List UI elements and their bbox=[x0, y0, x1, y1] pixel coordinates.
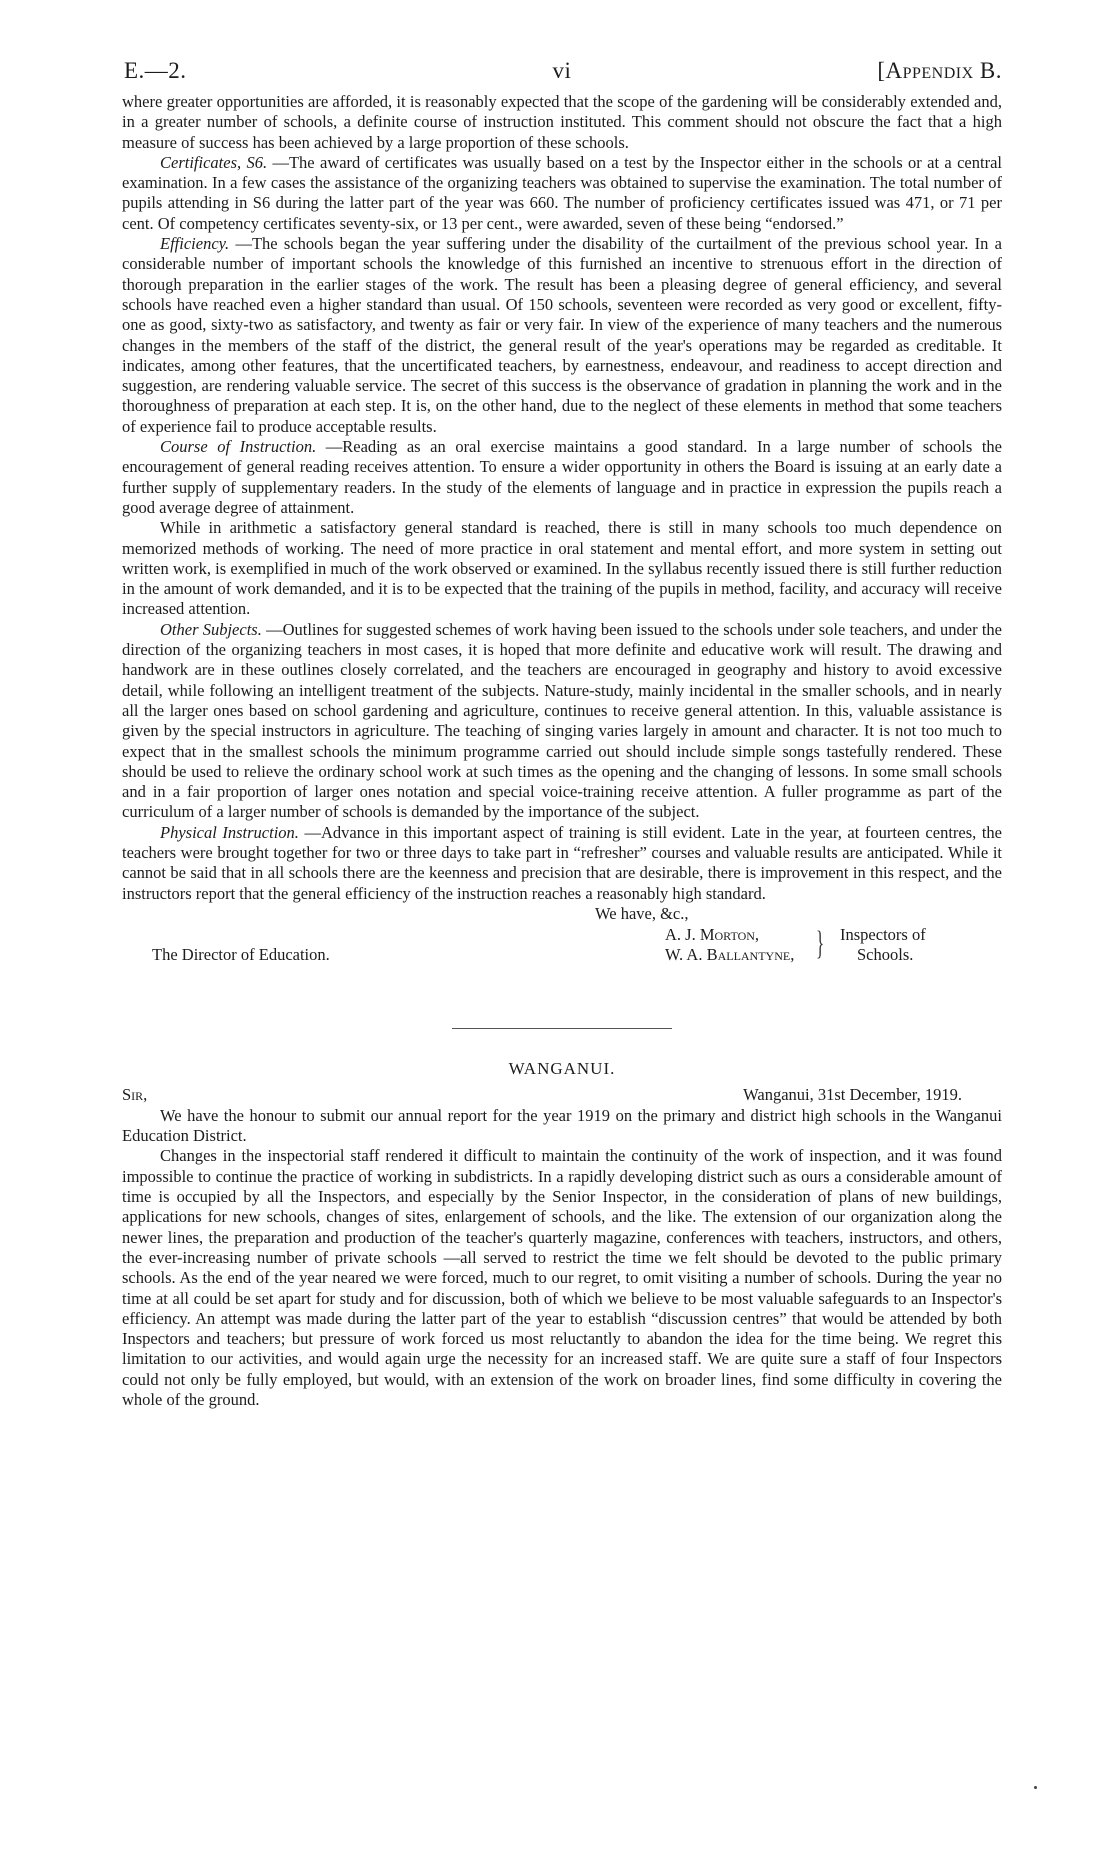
physical-paragraph bbox=[122, 823, 1002, 904]
document-page bbox=[122, 52, 1002, 1410]
other-subjects-heading: Other Subjects. bbox=[160, 619, 262, 639]
signatory-ballantyne: W. A. Ballantyne, bbox=[665, 944, 795, 964]
course-text: —Reading as an oral exercise maintains a good standard. In a large number of schools the encouragement of general reading receives attention. To ensure a wider opportunity in others the Board is issuing at an early date a further supply of supplementary readers. In the study of the elements of language and in practice in expression the pupils reach a good average degree of attainment. bbox=[122, 437, 1002, 517]
certificates-text: —The award of certificates was usually based on a test by the Inspector either in the schools or at a central examination. In a few cases the assistance of the organizing teachers was obtained to supervise the examination. The total number of pupils attending in S6 during the latter part of the year was 660. The number of proficiency certificates issued was 471, or 71 per cent. Of competency certificates seventy-six, or 13 per cent., were awarded, seven of these being “endorsed.” bbox=[122, 152, 1002, 233]
inspectors-title-line1: Inspectors of bbox=[840, 924, 926, 944]
certificates-paragraph bbox=[122, 153, 1002, 234]
wanganui-title: WANGANUI. bbox=[508, 1058, 616, 1078]
inspectors-title-line2: Schools. bbox=[857, 944, 914, 964]
other-subjects-paragraph bbox=[122, 620, 1002, 823]
report-date: Wanganui, 31st December, 1919. bbox=[743, 1084, 962, 1104]
physical-text: —Advance in this important aspect of training is still evident. Late in the year, at fourteen centres, the teachers were brought together for two or three days to take part in “refresher” courses and valuable results are anticipated. While it cannot be said that in all schools there are the keenness and precision that are desirable, there is improvement in this respect, and the instructors report that the general efficiency of the instruction reaches a reasonably high standard. bbox=[122, 822, 1003, 903]
signature-block bbox=[122, 904, 1002, 984]
wanganui-paragraph-1: We have the honour to submit our annual report for the year 1919 on the primary and district high schools in the Wanganui Education District. bbox=[122, 1105, 1002, 1146]
page-number: vi bbox=[552, 58, 572, 83]
intro-paragraph: where greater opportunities are afforded, it is reasonably expected that the scope of the gardening will be considerably extended and, in a greater number of schools, a definite course of instruction instituted. This comment should not obscure the fact that a high measure of success has been achieved by a large proportion of these schools. bbox=[122, 92, 1002, 152]
efficiency-text: —The schools began the year suffering under the disability of the curtailment of the previous school year. In a considerable number of important schools the knowledge of this furnished an incentive to strenuous effort in the direction of thorough preparation in the earlier stages of the work. The result has been a pleasing degree of general efficiency, and several schools have reached even a higher standard than usual. Of 150 schools, seventeen were recorded as very good or excellent, fifty-one as good, sixty-two as satisfactory, and twenty as fair or very fair. In view of the experience of many teachers and the numerous changes in the members of the staff of the district, the general result of the year's operations may be regarded as creditable. It indicates, among other features, that the uncertificated teachers, by earnestness, endeavour, and readiness to accept direction and suggestion, are rendering valuable service. The secret of this success is the observance of gradation in planning the work and in the thoroughness of preparation at each step. It is, on the other hand, due to the neglect of these elements in method that some teachers of experience fail to produce acceptable results. bbox=[122, 234, 1002, 436]
brace-glyph: } bbox=[816, 924, 825, 962]
efficiency-paragraph bbox=[122, 234, 1002, 437]
section-divider bbox=[452, 1028, 672, 1029]
physical-heading: Physical Instruction. bbox=[160, 822, 299, 842]
efficiency-heading: Efficiency. bbox=[160, 234, 230, 254]
course-paragraph bbox=[122, 437, 1002, 518]
page-mark bbox=[1034, 1786, 1037, 1789]
certificates-heading: Certificates, S6. bbox=[160, 152, 268, 172]
wanganui-paragraph-2: Changes in the inspectorial staff rendered it difficult to maintain the continuity of the work of inspection, and it was found impossible to continue the practice of working in subdistricts. In a rapidly developing district such as ours a considerable amount of time is occupied by all the Inspectors, and especially by the Senior Inspector, in the consideration of plans of new buildings, applications for new schools, changes of sites, enlargement of schools, and the like. The extension of our organization along the newer lines, the preparation and production of the teacher's quarterly magazine, conferences with teachers, instructors, and others, the ever-increasing number of private schools —all served to restrict the time we felt should be devoted to the public primary schools. As the end of the year neared we were forced, much to our regret, to omit visiting a number of schools. During the year no time at all could be set apart for study and for discussion, both of which we believe to be most valuable safeguards to an Inspector's efficiency. An attempt was made during the latter part of the year to establish “discussion centres” that would be attended by both Inspectors and teachers; but pressure of work forced us most reluctantly to abandon the idea for the time being. We regret this limitation to our activities, and would again urge the necessity for an increased staff. We are quite sure a staff of four Inspectors could not only be fully employed, but would, with an extension of the work on broader lines, find some difficulty in covering the whole of the ground. bbox=[122, 1146, 1002, 1410]
arithmetic-paragraph: While in arithmetic a satisfactory general standard is reached, there is still in many schools too much dependence on memorized methods of working. The need of more practice in oral statement and mental effort, and more system in setting out written work, is exemplified in much of the work observed or examined. In the syllabus recently issued there is still further reduction in the amount of work demanded, and it is to be expected that the training of the pupils in method, facility, and accuracy will receive increased attention. bbox=[122, 518, 1002, 619]
signatory-morton: A. J. Morton, bbox=[665, 924, 760, 944]
closing-phrase: We have, &c., bbox=[595, 903, 689, 923]
course-heading: Course of Instruction. bbox=[160, 437, 317, 457]
page-header bbox=[122, 52, 1002, 92]
other-subjects-text: —Outlines for suggested schemes of work having been issued to the schools under sole teachers, and under the direction of the organizing teachers in most cases, it is hoped that more definite and educative work will result. The drawing and handwork are in these outlines closely correlated, and the teachers are encouraged in geography and history to avoid excessive detail, while following an intelligent treatment of the subjects. Nature-study, mainly incidental in the smaller schools, and in nearly all the larger ones based on school gardening and agriculture, continues to receive general attention. In this, valuable assistance is given by the special instructors in agriculture. The teaching of singing varies largely in amount and character. It is not too much to expect that in the smallest schools the minimum programme carried out should include simple songs tastefully rendered. These should be used to relieve the ordinary school work at such times as the opening and the changing of lessons. In some small schools and in a fair proportion of larger ones notation and special voice-training receive attention. A fuller programme as part of the curriculum of a larger number of schools is demanded by the importance of the subject. bbox=[122, 619, 1002, 822]
salutation: Sir, bbox=[122, 1084, 148, 1104]
dateline bbox=[122, 1085, 1002, 1106]
report-code: E.—2. bbox=[124, 58, 187, 83]
addressee: The Director of Education. bbox=[152, 944, 330, 964]
appendix-label: [Appendix B. bbox=[877, 58, 1002, 83]
